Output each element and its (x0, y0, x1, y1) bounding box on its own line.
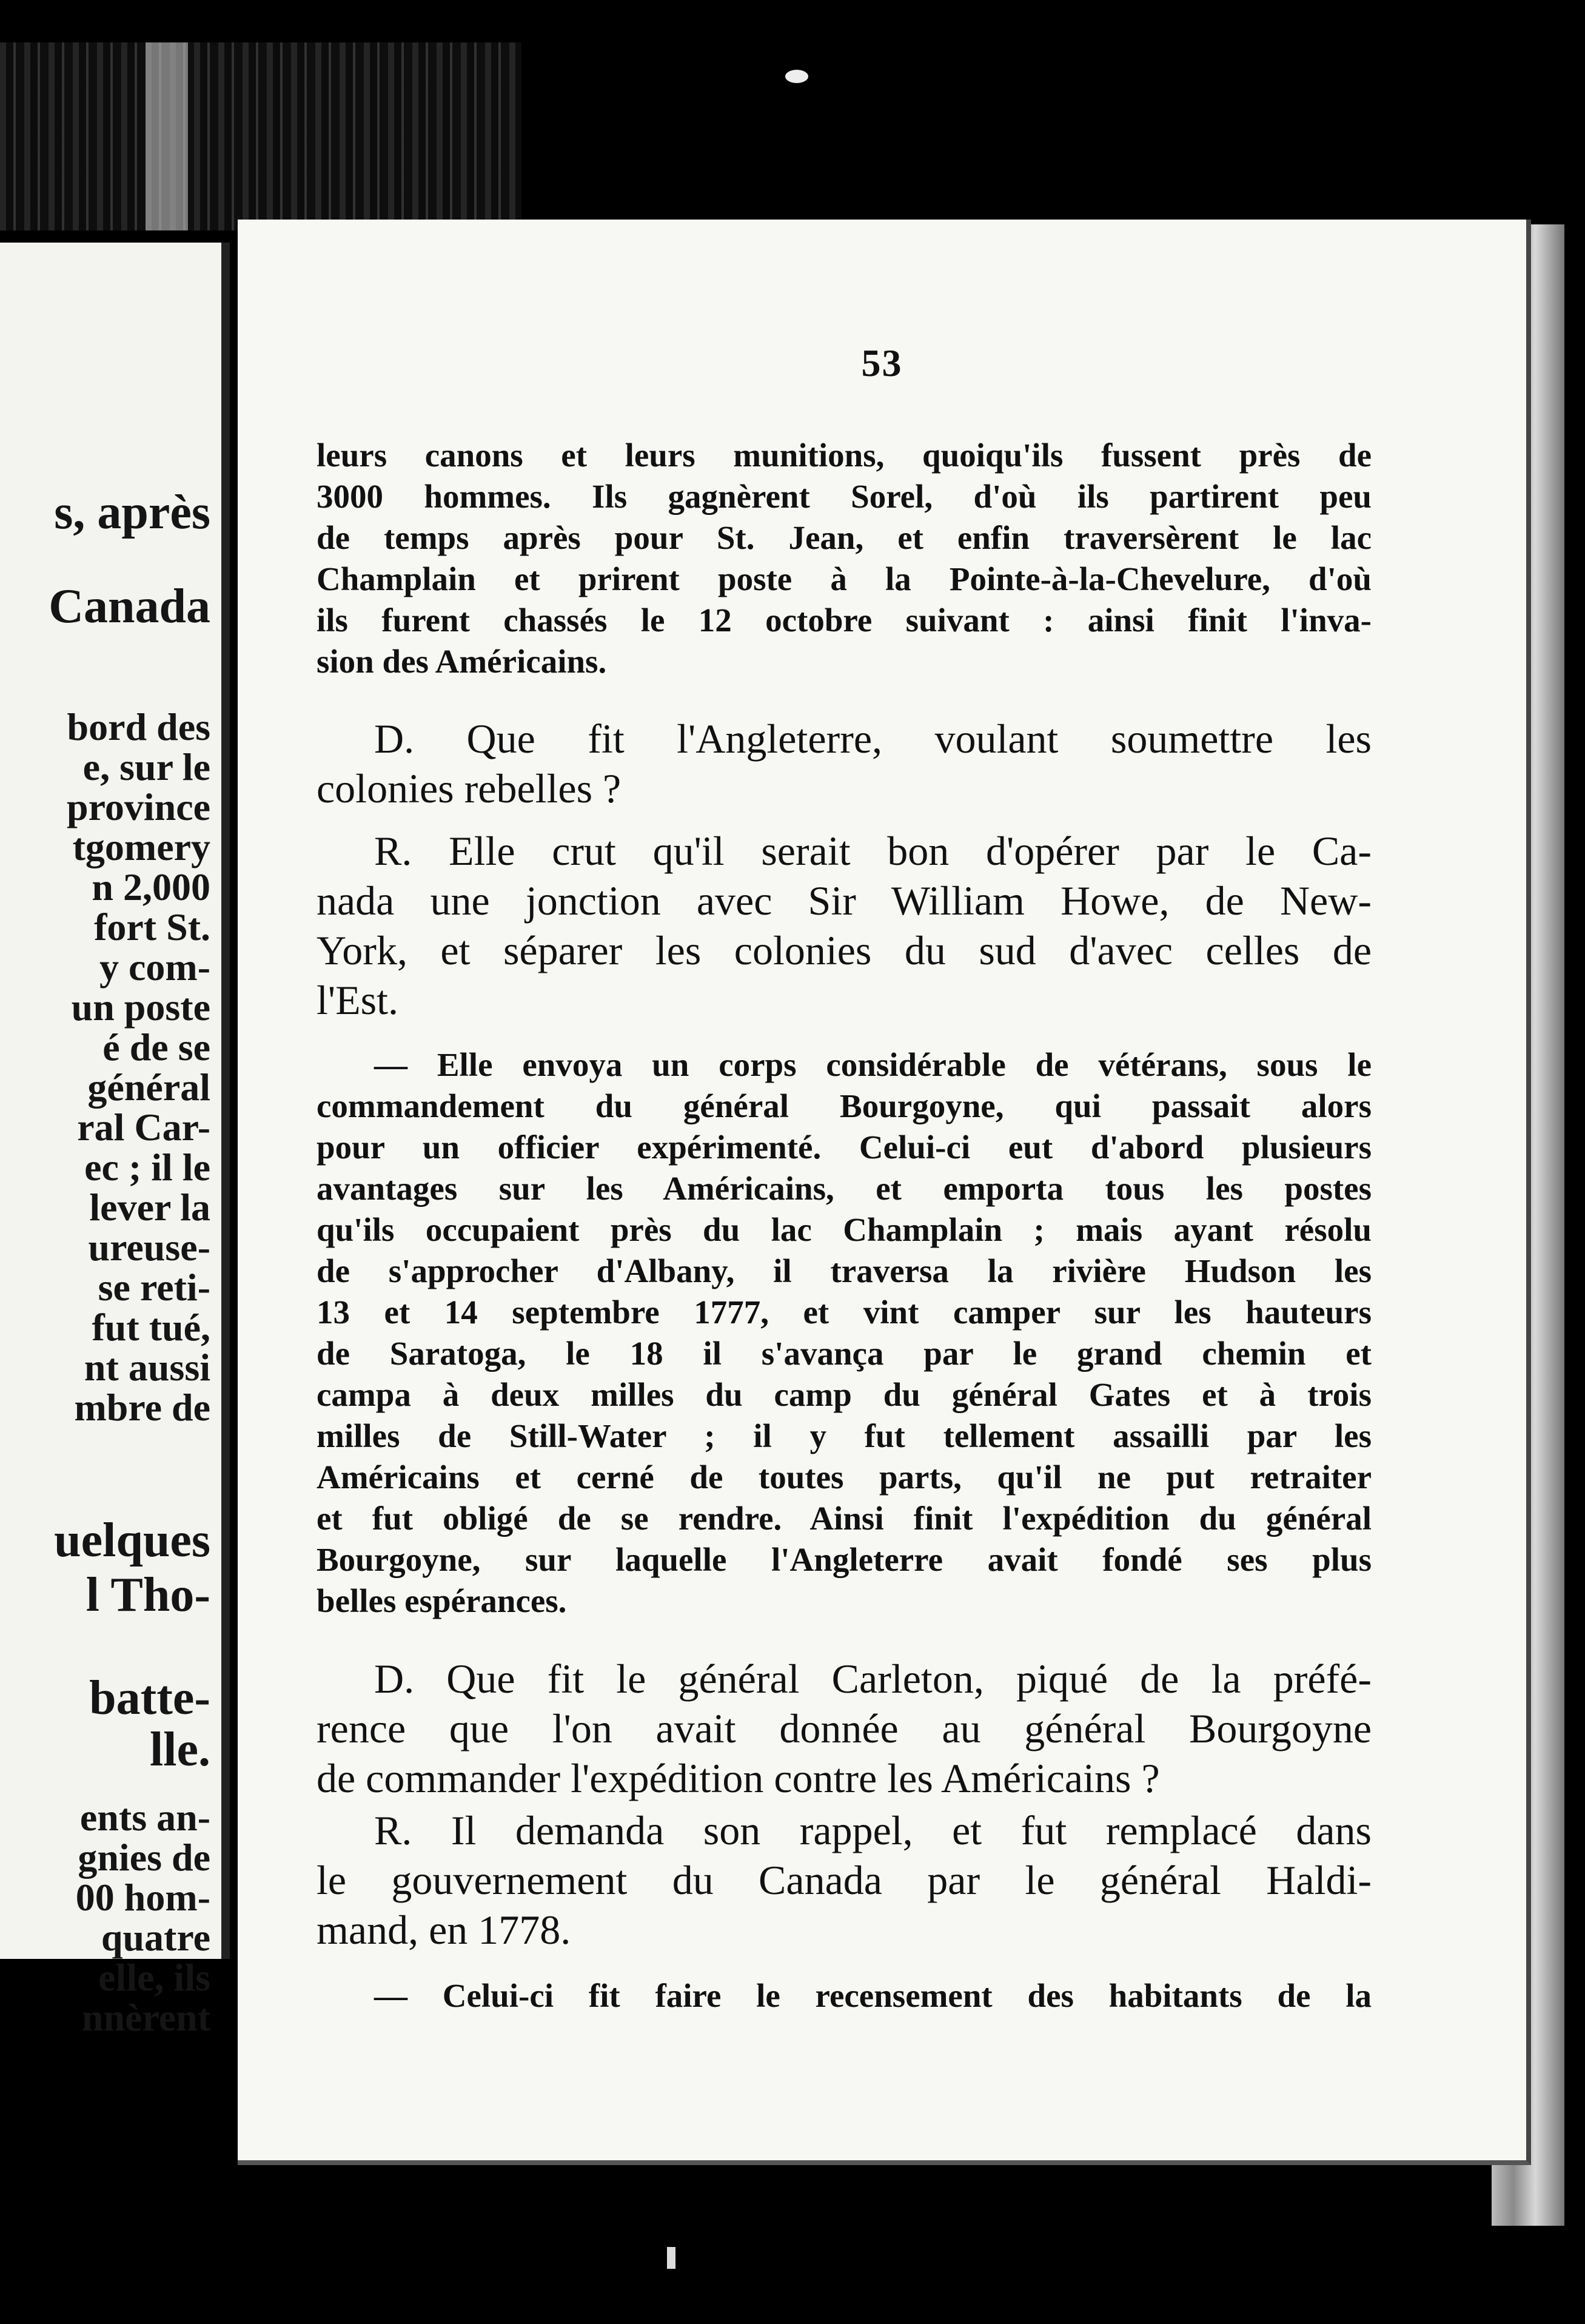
text-line: et fut obligé de se rendre. Ainsi finit l'expédition du général (317, 1500, 1372, 1537)
text-line: — Celui-ci fit faire le recensement des habitants de la (374, 1977, 1372, 2014)
left-page-line: elle, ils (98, 1956, 210, 1999)
left-page-line: lever la (89, 1186, 210, 1229)
book-page (238, 220, 1531, 2165)
note-paragraph (317, 1975, 1372, 2017)
text-line: — Elle envoya un corps considérable de vétérans, sous le (374, 1046, 1372, 1083)
text-line: le gouvernement du Canada par le général Haldi- (317, 1857, 1372, 1903)
left-facing-page (0, 243, 230, 2039)
question-paragraph (317, 714, 1372, 813)
left-page-line: fort St. (94, 905, 210, 949)
text-line: sion des Américains. (317, 643, 607, 680)
dust-speck (667, 2247, 675, 2269)
text-line: R. Elle crut qu'il serait bon d'opérer par le Ca- (374, 828, 1372, 874)
left-page-line: gnies de (78, 1836, 210, 1879)
left-page-line: é de se (102, 1026, 210, 1069)
left-page-line: l Tho- (85, 1568, 210, 1622)
text-line: l'Est. (317, 977, 399, 1023)
text-line: Bourgoyne, sur laquelle l'Angleterre avait fondé ses plus (317, 1541, 1372, 1578)
left-page-line: mbre de (74, 1386, 210, 1429)
dust-speck (785, 70, 808, 83)
left-page-line: y com- (99, 945, 210, 989)
text-line: pour un officier expérimenté. Celui-ci eut d'abord plusieurs (317, 1129, 1372, 1166)
note-paragraph (317, 1044, 1372, 1622)
left-page-line: ents an- (79, 1796, 210, 1839)
left-page-line: n 2,000 (92, 865, 210, 908)
question-paragraph (317, 1654, 1372, 1803)
page-number: 53 (861, 341, 903, 385)
text-line: de Saratoga, le 18 il s'avança par le grand chemin et (317, 1335, 1372, 1372)
text-line: nada une jonction avec Sir William Howe, de New- (317, 878, 1372, 924)
text-line: R. Il demanda son rappel, et fut remplacé dans (374, 1807, 1372, 1853)
text-line: 3000 hommes. Ils gagnèrent Sorel, d'où ils partirent peu (317, 478, 1372, 515)
text-line: de s'approcher d'Albany, il traversa la rivière Hudson les (317, 1252, 1372, 1289)
text-line: commandement du général Bourgoyne, qui passait alors (317, 1087, 1372, 1124)
left-page-line: Canada (49, 580, 210, 633)
left-page-line: ral Car- (77, 1106, 210, 1149)
left-page-line: uelques (54, 1514, 210, 1567)
left-page-line: nnèrent (81, 1996, 210, 2039)
text-line: campa à deux milles du camp du général Gates et à trois (317, 1376, 1372, 1413)
text-line: ils furent chassés le 12 octobre suivant : ainsi finit l'inva- (317, 602, 1372, 639)
text-line: Américains et cerné de toutes parts, qu'il ne put retraiter (317, 1459, 1372, 1496)
left-page-line: tgomery (72, 825, 210, 868)
left-page-line: province (66, 785, 210, 828)
answer-paragraph (317, 826, 1372, 1025)
left-page-line: nt aussi (84, 1346, 210, 1389)
text-line: avantages sur les Américains, et emporta tous les postes (317, 1170, 1372, 1207)
text-line: Champlain et prirent poste à la Pointe-à-la-Chevelure, d'où (317, 560, 1372, 597)
scanner-background-strip (146, 42, 188, 230)
left-page-line: ec ; il le (84, 1146, 210, 1189)
text-line: qu'ils occupaient près du lac Champlain ; mais ayant résolu (317, 1211, 1372, 1248)
text-line: milles de Still-Water ; il y fut tellement assailli par les (317, 1417, 1372, 1454)
left-page-line: lle. (150, 1723, 210, 1776)
text-line: York, et séparer les colonies du sud d'avec celles de (317, 927, 1372, 973)
answer-paragraph (317, 1805, 1372, 1955)
text-line: de temps après pour St. Jean, et enfin traversèrent le lac (317, 519, 1372, 556)
left-page-line: 00 hom- (75, 1876, 210, 1919)
text-line: rence que l'on avait donnée au général Bourgoyne (317, 1705, 1372, 1751)
left-page-line: batte- (89, 1671, 210, 1725)
left-page-line: général (87, 1066, 210, 1109)
left-page-line: bord des (67, 705, 210, 748)
left-page-line: quatre (101, 1916, 210, 1959)
left-page-line: se reti- (98, 1266, 210, 1309)
text-line: D. Que fit l'Angleterre, voulant soumettre les (374, 716, 1372, 762)
text-line: D. Que fit le général Carleton, piqué de la préfé- (374, 1656, 1372, 1702)
text-line: leurs canons et leurs munitions, quoiqu'ils fussent près de (317, 437, 1372, 474)
left-page-line: s, après (54, 486, 210, 539)
scanner-background (0, 42, 521, 230)
left-page-line: fut tué, (92, 1306, 210, 1349)
left-page-line: ureuse- (88, 1226, 210, 1269)
left-page-line: un poste (71, 986, 210, 1029)
text-line: de commander l'expédition contre les Américains ? (317, 1755, 1160, 1801)
text-line: colonies rebelles ? (317, 765, 622, 811)
left-page-line: e, sur le (82, 745, 210, 788)
paragraph-continuation (317, 435, 1372, 682)
text-line: 13 et 14 septembre 1777, et vint camper sur les hauteurs (317, 1294, 1372, 1331)
text-line: belles espérances. (317, 1582, 567, 1619)
text-line: mand, en 1778. (317, 1907, 571, 1953)
